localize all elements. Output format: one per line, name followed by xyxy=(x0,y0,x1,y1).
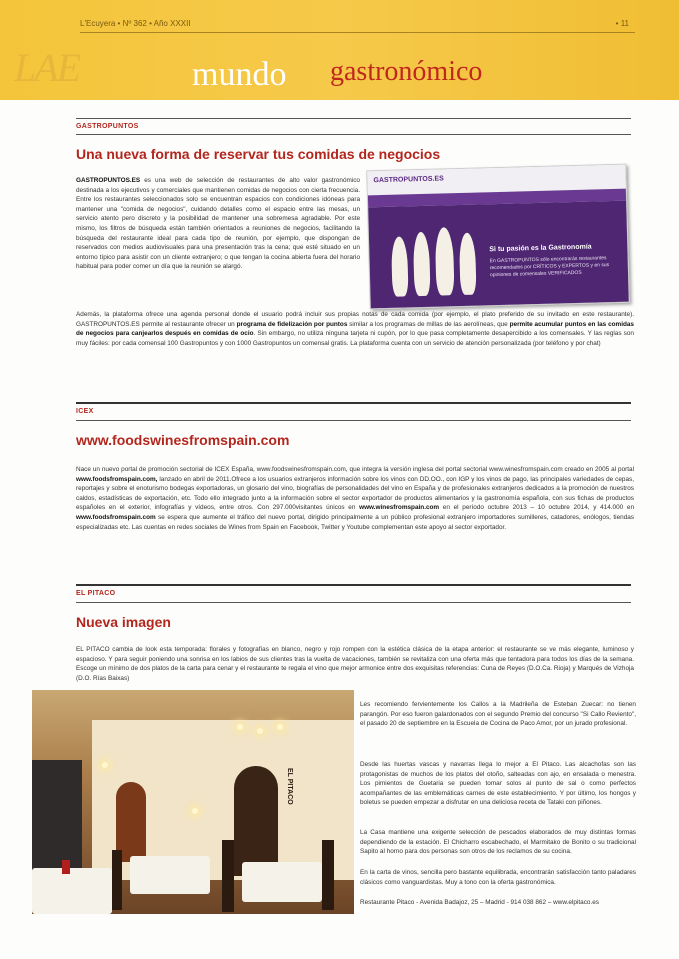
chair xyxy=(222,840,234,912)
section-title-gastronomico: gastronómico xyxy=(330,56,483,87)
issue-info: L'Ecuyera • Nº 362 • Año XXXII xyxy=(80,19,191,28)
dining-table xyxy=(32,868,112,914)
table-lamp-icon xyxy=(192,808,198,814)
chair xyxy=(112,850,122,910)
chef-figure-icon xyxy=(413,232,431,296)
bold-link: www.foodsfromspain.com xyxy=(76,513,156,521)
section-label: GASTROPUNTOS xyxy=(76,123,139,130)
bold-text: permite acumular puntos en las comidas de negocios para canjearlos después en comidas de ocio xyxy=(76,320,634,338)
article-title: Una nueva forma de reservar tus comidas de negocios xyxy=(76,146,441,162)
restaurant-contact: Restaurante Pitaco - Avenida Badajoz, 25 – Madrid - 914 038 862 – www.elpitaco.es xyxy=(360,899,599,906)
bold-link: www.foodsfromspain.com, xyxy=(76,475,158,483)
section-rule xyxy=(76,402,631,404)
chef-figure-icon xyxy=(435,227,455,295)
chair xyxy=(322,840,334,910)
section-rule xyxy=(76,584,631,586)
wall-sign: EL PITACO xyxy=(286,768,293,805)
arched-doorway xyxy=(234,766,278,876)
section-rule xyxy=(76,118,631,119)
dining-table xyxy=(130,856,210,894)
article-title: www.foodswinesfromspain.com xyxy=(76,432,290,448)
chef-figure-icon xyxy=(391,236,409,296)
article-paragraph: EL PITACO cambia de look esta temporada: florales y fotografías en blanco, negro y rojo rompen con la estética clásica de la etapa anterior: el restaurante se ve más elegante, luminoso y espacioso. Y para seguir poniendo una sonrisa en los labios de sus clientes tras la vuelta de vacaciones, también se revitaliza con una oferta más que tentadora para todos los días de la semana. Escoge un mínimo de dos platos de la carta para cenar y el restaurante te regala el vino que mejor armonice entre dos exquisitas referencias: Cuna de Reyes (D.O.Ca. Rioja) y Marqués de Vizhoja (D.O. Rías Baixas) xyxy=(76,646,634,682)
website-screenshot xyxy=(366,164,630,310)
page-number: • 11 xyxy=(615,19,629,28)
section-label: EL PITACO xyxy=(76,590,116,597)
article-paragraph: En la carta de vinos, sencilla pero bastante equilibrada, encontrarán satisfacción tanto paladares clásicos como vanguardistas. Muy a tono con la oferta gastronómica. xyxy=(360,869,636,886)
article-paragraph: Nace un nuevo portal de promoción sectorial de ICEX España, www.foodswinesfromspain.com, que integra la versión inglesa del portal sectorial www.winesfromspain.com creado en 2005 al portal www.foodsfromspain.com, lanzado en abril de 2011.Ofrece a los usuarios extranjeros información sobre los vinos con DD.OO., con IGP y los vinos de pago, las principales variedades de cepas, reportajes y sobre el enoturismo bodegas exportadoras, un glosario del vino, biografías de personalidades del vino en España y de profesionales extranjeros dedicados a la promoción de nuestros caldos, estadísticas de exportación, etc. Todo ello integrado junto a la información sobre el sector exportador de productos alimentarios y la gastronomía española, con sus fichas de productos españoles en el exterior, infografías y vídeos, entre otros. Con 297.000visitantes únicos en www.winesfromspain.com en el período octubre 2013 – 10 octubre 2014, y 414.000 en www.foodsfromspain.com se espera que aumente el tráfico del nuevo portal, dirigido principalmente a un público profesional extranjero importadores sumilleres, catadores, enólogos, tiendas especializadas etc. Las cuentas en redes sociales de Wines from Spain en Facebook, Twitter y Youtube complementan este apoyo al sector exportador. xyxy=(76,466,635,531)
article-title: Nueva imagen xyxy=(76,614,171,630)
patterned-wall xyxy=(32,760,82,870)
article-paragraph: Además, la plataforma ofrece una agenda personal donde el usuario podrá incluir sus propias notas de cada comida (por ejemplo, el plato preferido de su invitado en este restaurante). GASTROPUNTOS.ES permite al restaurante ofrecer un programa de fidelización por puntos similar a los programas de millas de las aerolíneas, que permite acumular puntos en las comidas de negocios para canjearlos después en comidas de ocio. Sin embargo, no utiliza ninguna tarjeta ni cupón, por lo que pasa completamente desapercibido a los comensales. Y las reglas son muy fáciles: por cada comensal 100 Gastropuntos y con 1000 Gastropuntos un comensal gratis. La plataforma cuenta con un servicio de atención personalizada (por teléfono y por chat) xyxy=(76,311,634,347)
ceiling-lamp-icon xyxy=(102,762,108,768)
magazine-logo: LAE xyxy=(14,45,80,90)
chef-figure-icon xyxy=(459,233,477,295)
ceiling-lamp-icon xyxy=(277,724,283,730)
dining-table xyxy=(242,862,322,902)
bold-text: programa de fidelización por puntos xyxy=(236,320,348,328)
section-label: ICEX xyxy=(76,408,94,415)
brand-name: GASTROPUNTOS.ES xyxy=(76,177,141,184)
ceiling-lamp-icon xyxy=(237,724,243,730)
screenshot-tagline: Si tu pasión es la Gastronomía xyxy=(489,243,592,254)
section-title-mundo: mundo xyxy=(192,56,287,93)
article-paragraph: Desde las huertas vascas y navarras llega lo mejor a El Pitaco. Las alcachofas son las protagonistas de muchos de los platos del otoño, salteadas con ajo, en ensalada o menestra. Los pimientos de Guetaria se pueden tomar solos al punto de sal o como perfectos acompañantes de las emblemáticas carnes de este establecimiento. Y por último, los hongos y boletus se pueden empezar a disfrutar en una deliciosa receta de Tataki con piñones. xyxy=(360,761,636,807)
article-paragraph: Les recomiendo fervientemente los Callos a la Madrileña de Esteban Zuecar: no tienen parangón. Por eso fueron galardonados con el segundo Premio del concurso "Si Callo Reviento", el pasado 20 de septiembre en la Escuela de Cocina de Paco Amor, por un jurado profesional. xyxy=(360,701,636,728)
restaurant-photo xyxy=(32,690,354,914)
section-rule xyxy=(76,420,631,421)
red-decoration xyxy=(62,860,70,874)
bold-link: www.winesfromspain.com xyxy=(359,504,440,512)
page-header xyxy=(0,0,679,100)
screenshot-banner xyxy=(368,201,629,309)
screenshot-logo: GASTROPUNTOS.ES xyxy=(373,175,444,185)
section-rule xyxy=(76,134,631,135)
section-rule xyxy=(76,602,631,603)
article-paragraph: La Casa mantiene una exigente selección de pescados elaborados de muy distintas formas dependiendo de la estación. El Chicharro escabechado, el Marmitako de Bonito o su tradicional Sapito al horno para dos personas son otros de los reclamos de su cocina. xyxy=(360,829,636,856)
header-rule xyxy=(80,32,635,33)
screenshot-subtitle: En GASTROPUNTOS sólo encontrarás restaurantes recomendados por CRÍTICOS y EXPERTOS y en sus opiniones de comensales VERIFICADOS xyxy=(489,255,610,279)
article-paragraph: GASTROPUNTOS.ES es una web de selección de restaurantes de alto valor gastronómico destinada a los ejecutivos y comerciales que mantienen comidas de negocios con cierta frecuencia. Entre los restaurantes seleccionados solo se encuentran espacios con condiciones idóneas para mantener una "comida de negocios", cuidando detalles como el espacio entre las mesas, un servicio atento pero discreto y la posibilidad de mantener una sobremesa agradable. Por este mismo, los filtros de búsqueda están también orientados a reuniones de negocios, facilitando la búsqueda del restaurante ideal para cada tipo de reunión, por ejemplo, que dispongan de reservados con medios audiovisuales para una presentación tras la cena; que esté situado en un entorno típico para asistir con un cliente extranjero; o que tengan la cocina abierta fuera del horario habitual para poder comer un día que la reunión se alargó. xyxy=(76,177,360,271)
ceiling-lamp-icon xyxy=(257,728,263,734)
